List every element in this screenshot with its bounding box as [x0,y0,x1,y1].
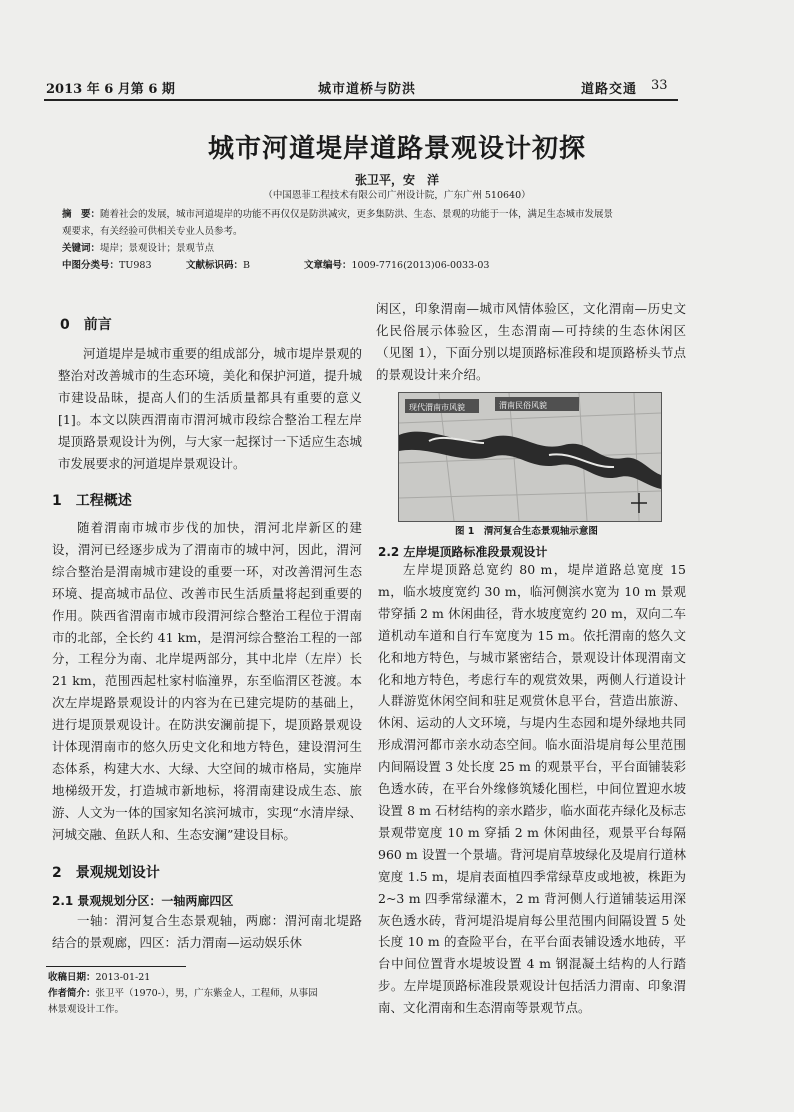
keywords: 堤岸；景观设计；景观节点 [100,243,215,254]
article-no-label: 文章编号： [304,260,352,271]
section-2-2-title: 2.2 左岸堤顶路标准段景观设计 [378,545,548,559]
received-label: 收稿日期： [48,972,96,983]
clc: TU983 [119,260,152,271]
abstract [62,206,682,274]
author-bio-label: 作者简介： [48,988,96,999]
footnote-rule [46,966,186,967]
authors: 张卫平，安 洋 [354,173,439,187]
affiliation: （中国恩菲工程技术有限公司广州设计院，广东广州 510640） [263,190,531,201]
clc-label: 中图分类号： [62,260,120,271]
figure-1-svg [399,393,661,521]
author-bio-line-1: 张卫平（1970-），男，广东紫金人，工程师，从事园 [95,988,318,999]
keywords-label: 关键词： [62,243,101,254]
section-1-paragraph: 随着渭南市城市步伐的加快，渭河北岸新区的建设，渭河已经逐步成为了渭南市的城中河，因此，渭河综合整治是渭南城市建设的重要一环，对改善渭河生态环境、提高城市品位、改善市民生活质量将起到重要的作用。陕西省渭南市城市段渭河综合整治工程位于渭南市的北部，全长约 41 km，是渭河综合整治工程的一部分，工程分为南、北岸堤两部分，其中北岸（左岸）长 21 km，范围西起杜家村临潼界，东至临渭区苍渡。本次左岸堤路景观设计的内容为在已建完堤防的基础上，进行堤顶景观设计。在防洪安澜前提下，堤顶路景观设计体现渭南市的悠久历史文化和地方特色，建设渭河生态体系，构建大水、大绿、大空间的城市格局，实施岸地梯级开发，打造城市新地标，将渭南建设成生态、旅游、人文为一体的国家知名滨河城市，实现“水清岸绿、河城交融、鱼跃人和、生态安澜”建设目标。 [52,520,362,842]
abstract-line-2: 观要求，有关经验可供相关专业人员参考。 [62,226,243,237]
author-bio-line-2: 林景观设计工作。 [48,1004,125,1015]
doc-code: B [243,260,250,271]
footnote [48,970,368,1018]
article-title: 城市河道堤岸道路景观设计初探 [207,134,586,164]
journal-section: 道路交通 [581,82,638,97]
abstract-line-1: 随着社会的发展，城市河道堤岸的功能不再仅仅是防洪减灾，更多集防洪、生态、景观的功能于一体，满足生态城市发展景 [100,209,614,220]
section-2-1-title: 2.1 景观规划分区：一轴两廊四区 [52,894,234,908]
page-number: 33 [651,78,668,93]
figure-label-left: 现代渭南市风貌 [409,403,465,412]
section-1-title: 1 工程概述 [52,493,132,509]
figure-1-map [398,392,662,522]
section-2-title: 2 景观规划设计 [52,865,160,881]
doc-label: 文献标识码： [186,260,244,271]
journal-title: 城市道桥与防洪 [318,82,417,97]
section-2-1-paragraph-continued: 闲区，印象渭南—城市风情体验区，文化渭南—历史文化民俗展示体验区，生态渭南—可持续的生态休闲区（见图 1），下面分别以堤顶路标准段和堤顶路桥头节点的景观设计来介绍。 [376,301,686,382]
section-2-1-paragraph: 一轴：渭河复合生态景观轴，两廊：渭河南北堤路结合的景观廊，四区：活力渭南—运动娱乐休 [52,913,362,950]
received-date: 2013-01-21 [95,972,151,983]
figure-label-right: 渭南民俗风貌 [499,401,547,410]
section-0-title: 0 前言 [60,317,112,333]
issue-date: 2013 年 6 月第 6 期 [46,82,175,97]
article-no: 1009-7716(2013)06-0033-03 [351,260,490,271]
abstract-label: 摘 要： [62,209,101,220]
header-rule [44,99,678,101]
figure-1-caption: 图 1 渭河复合生态景观轴示意图 [455,526,598,537]
section-0-paragraph: 河道堤岸是城市重要的组成部分，城市堤岸景观的整治对改善城市的生态环境，美化和保护河道，提升城市建设品昧，提高人们的生活质量都具有重要的意义[1]。本文以陕西渭南市渭河城市段综合整治工程左岸堤顶路景观设计为例，与大家一起探讨一下适应生态城市发展要求的河道堤岸景观设计。 [58,346,362,471]
section-2-2-paragraph: 左岸堤顶路总宽约 80 m，堤岸道路总宽度 15 m，临水坡度宽约 30 m，临河侧滨水宽为 10 m 景观带穿插 2 m 休闲曲径，背水坡度宽约 20 m，双向二车道机动车道和自行车宽度为 15 m。依托渭南的悠久文化和地方特色，与城市紧密结合，景观设计体现渭南文化和地方特色，考虑行车的观赏效果，两侧人行道设计人群游览休闲空间和驻足观赏休息平台，营造出旅游、休闲、运动的人文环境，与堤内生态园和堤外绿地共同形成渭河都市亲水动态空间。临水面沿堤肩每公里范围内间隔设置 3 处长度 25 m 的观景平台，平台面铺装彩色透水砖，在平台外缘修筑矮化围栏，中间位置迎水坡设置 8 m 石材结构的亲水踏步，临水面花卉绿化及标志景观带宽度 10 m 穿插 2 m 休闲曲径，观景平台每隔 960 m 设置一个景墙。背河堤肩草坡绿化及堤肩行道林宽度 1.5 m，堤肩表面植四季常绿草皮或地被，株距为 2~3 m 四季常绿灌木，2 m 背河侧人行道铺装运用深灰色透水砖，背河堤沿堤肩每公里范围内间隔设置 5 处长度 10 m 的查险平台，在平台面表铺设透水地砖，平台中间位置背水堤坡设置 4 m 钢混凝土结构的人行踏步。左岸堤顶路标准段景观设计包括活力渭南、印象渭南、文化渭南和生态渭南等景观节点。 [378,562,686,1016]
